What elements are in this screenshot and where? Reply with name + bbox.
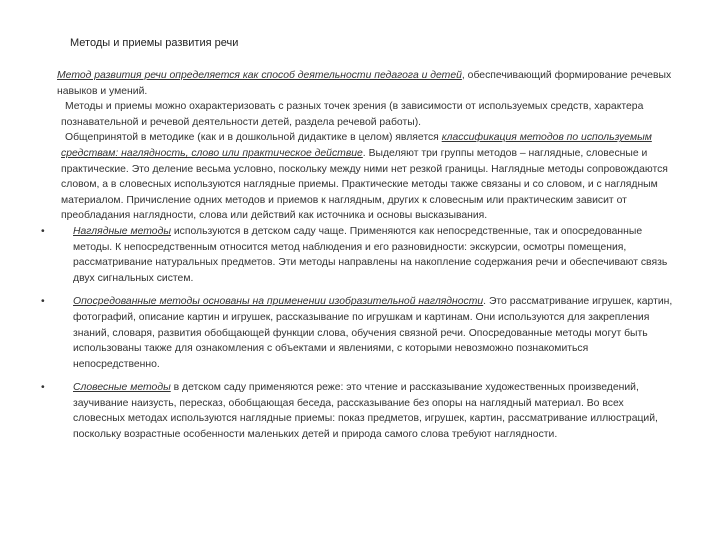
bullet-mark: • — [41, 382, 45, 394]
list-item-text — [73, 224, 675, 286]
list-item-text — [73, 380, 675, 442]
paragraph-3-start: Общепринятой в методике (как и в дошкольной дидактике в целом) является — [65, 132, 442, 144]
paragraph-3-rest: . Выделяют три группы методов – наглядные, словесные и практические. Это деление весьма условно, поскольку между ними нет резкой границы. Наглядные методы сопровождаются словом, а в словесных используются наглядные приемы. Практические методы также связаны и со словом, и с наглядным материалом. Причисление одних методов и приемов к наглядным, других к словесным или практическим зависит от преобладания наглядности, слова или действий как источника и основы высказывания. — [61, 147, 668, 222]
paragraph-3 — [57, 130, 675, 224]
paragraph-3-emphasis: классификация методов по используемым средствам: наглядность, слово или практическое действие — [61, 132, 652, 159]
intro-paragraph — [57, 68, 675, 99]
list-item — [41, 380, 675, 442]
list-item-rest: в детском саду применяются реже: это чтение и рассказывание художественных произведений, заучивание наизусть, пересказ, обобщающая беседа, рассказывание без опоры на наглядный материал. Во всех словесных методах используются наглядные приемы: показ предметов, игрушек, картин, рассматривание иллюстраций, поскольку возрастные особенности маленьких детей и природа самого слова требуют наглядности. — [73, 382, 658, 441]
methods-list — [41, 224, 675, 443]
intro-emphasis: Метод развития речи определяется как способ деятельности педагога и детей — [57, 70, 462, 81]
list-item-emphasis: Наглядные методы — [73, 225, 171, 237]
intro-rest: , обеспечивающий формирование речевых навыков и умений. — [57, 70, 672, 97]
paragraph-2: Методы и приемы можно охарактеризовать с разных точек зрения (в зависимости от используемых средств, характера познавательной и речевой деятельности детей, раздела речевой работы). — [61, 101, 644, 128]
list-item-emphasis: Опосредованные методы основаны на применении изобразительной наглядности — [73, 296, 484, 308]
list-item-rest: используются в детском саду чаще. Применяются как непосредственные, так и опосредованные методы. К непосредственным относится метод наблюдения и его разновидности: экскурсии, осмотры помещения, рассматривание натуральных предметов. Эти методы направлены на накопление содержания речи и обеспечивают связь двух сигнальных систем. — [73, 225, 668, 284]
bullet-mark: • — [41, 296, 45, 308]
text-body — [41, 68, 675, 443]
list-item-text — [73, 294, 675, 372]
bullet-mark: • — [41, 225, 45, 237]
list-item — [41, 224, 675, 286]
list-item-rest: . Это рассматривание игрушек, картин, фотографий, описание картин и игрушек, рассказывание по игрушкам и картинам. Они используются для закрепления знаний, словаря, развития обобщающей функции слова, обучения связной речи. Опосредованные методы могут быть использованы также для ознакомления с объектами и явлениями, с которыми невозможно познакомиться непосредственно. — [73, 296, 673, 370]
list-item — [41, 294, 675, 372]
slide-title: Методы и приемы развития речи — [70, 37, 239, 49]
list-item-emphasis: Словесные методы — [73, 382, 171, 394]
